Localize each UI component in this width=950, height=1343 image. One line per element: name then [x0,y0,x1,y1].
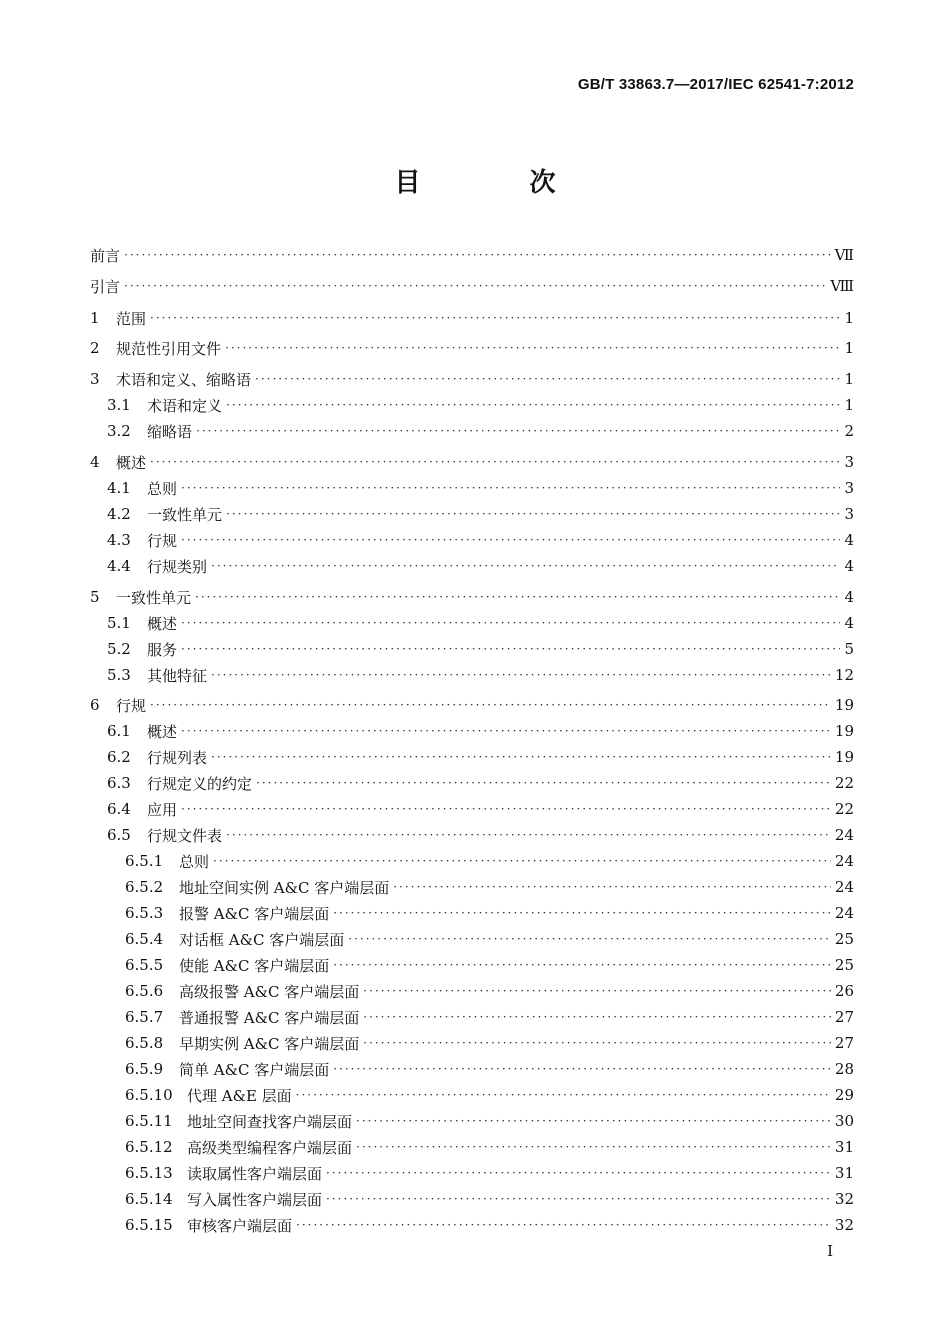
toc-entry-page: 19 [834,722,854,740]
toc-entry-page: 31 [834,1138,854,1156]
leader-dots [181,616,840,630]
toc-entry-text: 概述 [147,614,178,633]
toc-entry-text: 行规 [147,531,178,550]
toc-entry-number: 6.5.7 [125,1008,164,1026]
toc-entry-page: 22 [834,774,854,792]
toc-entry-page: 2 [844,422,854,440]
leader-dots [181,802,831,816]
toc-entry-page: 3 [844,505,854,523]
toc-entry-6-5-2[interactable] [125,875,854,899]
toc-entry-text: 行规列表 [147,748,208,767]
toc-entry-page: 3 [844,479,854,497]
toc-entry-6-5-5[interactable] [125,953,854,977]
toc-entry-6[interactable] [90,693,854,717]
toc-entry-page: 3 [844,453,854,471]
toc-entry-6-5-15[interactable] [125,1213,854,1237]
toc-entry-page: 30 [834,1112,854,1130]
leader-dots [181,724,831,738]
toc-entry-6-5-10[interactable] [125,1083,854,1107]
leader-dots [326,1192,831,1206]
leader-dots [226,828,831,842]
toc-entry-text: 地址空间查找客户端层面 [187,1112,353,1131]
leader-dots [326,1166,831,1180]
toc-entry-text: 地址空间实例 A&C 客户端层面 [179,878,390,897]
leader-dots [150,455,840,469]
toc-entry-page: 26 [834,982,854,1000]
toc-entry-text: 规范性引用文件 [116,339,222,358]
toc-entry-page: 24 [834,878,854,896]
toc-entry-text: 写入属性客户端层面 [187,1190,323,1209]
toc-entry-4-2[interactable] [107,502,854,526]
toc-entry-number: 6.5.1 [125,852,164,870]
toc-entry-text: 审核客户端层面 [187,1216,293,1235]
toc-entry-number: 6.5.14 [125,1190,173,1208]
leader-dots [255,372,840,386]
toc-entry-text: 一致性单元 [116,588,192,607]
toc-entry-5-3[interactable] [107,663,854,687]
toc-entry-text: 使能 A&C 客户端层面 [179,956,330,975]
toc-entry-6-5[interactable] [107,823,854,847]
toc-entry-number: 3.1 [107,396,131,414]
toc-entry-text: 报警 A&C 客户端层面 [179,904,330,923]
toc-entry-page: 4 [844,588,854,606]
toc-entry-page: 22 [834,800,854,818]
toc-entry-text: 高级类型编程客户端层面 [187,1138,353,1157]
toc-entry-page: 25 [834,930,854,948]
toc-entry-3-2[interactable] [107,419,854,443]
toc-entry-number: 4.1 [107,479,131,497]
toc-entry-page: 1 [844,339,854,357]
toc-entry-text: 前言 [90,246,121,265]
toc-entry-number: 6.5.15 [125,1216,173,1234]
page-folio: I [827,1242,833,1260]
toc-entry-number: 3.2 [107,422,131,440]
toc-entry-text: 术语和定义 [147,396,223,415]
toc-entry-introduction[interactable] [90,274,854,298]
toc-entry-text: 引言 [90,277,121,296]
toc-entry-text: 总则 [179,852,210,871]
toc-entry-text: 术语和定义、缩略语 [116,370,252,389]
leader-dots [195,590,840,604]
toc-entry-number: 6.1 [107,722,131,740]
toc-entry-page: 4 [844,557,854,575]
toc-entry-number: 5.1 [107,614,131,632]
toc-entry-6-5-13[interactable] [125,1161,854,1185]
leader-dots [196,424,840,438]
toc-entry-page: 29 [834,1086,854,1104]
leader-dots [296,1218,831,1232]
toc-entry-6-1[interactable] [107,719,854,743]
toc-entry-6-5-11[interactable] [125,1109,854,1133]
toc-entry-text: 早期实例 A&C 客户端层面 [179,1034,360,1053]
toc-entry-text: 总则 [147,479,178,498]
leader-dots [150,698,831,712]
leader-dots [124,248,831,262]
toc-entry-number: 6.5.3 [125,904,164,922]
standard-code: GB/T 33863.7—2017/IEC 62541-7:2012 [577,76,854,93]
leader-dots [181,533,840,547]
toc-entry-text: 行规定义的约定 [147,774,253,793]
toc-entry-3[interactable] [90,367,854,391]
leader-dots [211,668,831,682]
toc-entry-page: 24 [834,852,854,870]
toc-entry-6-5-7[interactable] [125,1005,854,1029]
leader-dots [213,854,831,868]
leader-dots [181,481,840,495]
toc-entry-page: 27 [834,1008,854,1026]
toc-entry-page: 4 [844,614,854,632]
toc-entry-5-2[interactable] [107,637,854,661]
toc-entry-6-5-4[interactable] [125,927,854,951]
toc-entry-page: 19 [834,748,854,766]
leader-dots [363,1010,831,1024]
leader-dots [226,507,840,521]
toc-entry-number: 6.2 [107,748,131,766]
toc-entry-number: 6.5 [107,826,131,844]
toc-entry-6-3[interactable] [107,771,854,795]
toc-entry-page: 28 [834,1060,854,1078]
toc-entry-text: 普通报警 A&C 客户端层面 [179,1008,360,1027]
leader-dots [393,880,831,894]
toc-entry-text: 行规文件表 [147,826,223,845]
toc-entry-4-4[interactable] [107,554,854,578]
toc-entry-6-5-14[interactable] [125,1187,854,1211]
toc-entry-number: 6.5.13 [125,1164,173,1182]
toc-entry-5-1[interactable] [107,611,854,635]
toc-entry-4-3[interactable] [107,528,854,552]
leader-dots [211,559,840,573]
toc-entry-text: 读取属性客户端层面 [187,1164,323,1183]
toc-entry-4[interactable] [90,450,854,474]
toc-entry-3-1[interactable] [107,393,854,417]
leader-dots [256,776,831,790]
leader-dots [363,984,831,998]
toc-entry-number: 6.3 [107,774,131,792]
toc-entry-page: 4 [844,531,854,549]
leader-dots [356,1114,831,1128]
leader-dots [296,1088,831,1102]
toc-entry-text: 简单 A&C 客户端层面 [179,1060,330,1079]
toc-entry-page: 19 [834,696,854,714]
toc-entry-number: 4.2 [107,505,131,523]
toc-entry-text: 范围 [116,309,147,328]
toc-entry-number: 6.4 [107,800,131,818]
toc-entry-page: 24 [834,904,854,922]
toc-entry-text: 缩略语 [147,422,193,441]
leader-dots [211,750,831,764]
toc-entry-preface[interactable] [90,243,854,267]
toc-entry-text: 高级报警 A&C 客户端层面 [179,982,360,1001]
toc-entry-number: 5 [90,588,100,606]
leader-dots [225,341,840,355]
toc-entry-text: 代理 A&E 层面 [187,1086,292,1105]
toc-entry-number: 1 [90,309,100,327]
leader-dots [348,932,831,946]
toc-entry-6-5-3[interactable] [125,901,854,925]
toc-entry-5[interactable] [90,585,854,609]
toc-entry-6-5-12[interactable] [125,1135,854,1159]
toc-entry-number: 5.3 [107,666,131,684]
toc-entry-page: 1 [844,309,854,327]
page-title: 目 次 [394,168,606,198]
toc-entry-number: 6.5.8 [125,1034,164,1052]
toc-entry-page: 1 [844,396,854,414]
leader-dots [333,1062,831,1076]
toc-entry-number: 6.5.10 [125,1086,173,1104]
leader-dots [363,1036,831,1050]
toc-entry-page: 24 [834,826,854,844]
toc-entry-number: 5.2 [107,640,131,658]
toc-entry-6-2[interactable] [107,745,854,769]
toc-entry-text: 一致性单元 [147,505,223,524]
toc-entry-number: 6.5.12 [125,1138,173,1156]
toc-entry-number: 3 [90,370,100,388]
leader-dots [124,279,826,293]
toc-entry-number: 4 [90,453,100,471]
toc-entry-number: 4.3 [107,531,131,549]
toc-entry-text: 应用 [147,800,178,819]
toc-entry-page: 32 [834,1190,854,1208]
leader-dots [150,311,840,325]
toc-entry-page: 31 [834,1164,854,1182]
toc-entry-page: Ⅷ [830,277,854,295]
toc-entry-text: 概述 [147,722,178,741]
toc-entry-number: 2 [90,339,100,357]
toc-entry-1[interactable] [90,306,854,330]
toc-entry-6-4[interactable] [107,797,854,821]
toc-entry-number: 6.5.2 [125,878,164,896]
toc-entry-number: 6.5.6 [125,982,164,1000]
toc-entry-text: 行规类别 [147,557,208,576]
leader-dots [356,1140,831,1154]
toc-entry-text: 对话框 A&C 客户端层面 [179,930,345,949]
toc-entry-page: 5 [844,640,854,658]
toc-entry-text: 概述 [116,453,147,472]
toc-entry-page: 25 [834,956,854,974]
toc-entry-2[interactable] [90,336,854,360]
toc-entry-page: 32 [834,1216,854,1234]
toc-entry-number: 6.5.9 [125,1060,164,1078]
leader-dots [181,642,840,656]
toc-entry-6-5-9[interactable] [125,1057,854,1081]
toc-entry-number: 6 [90,696,100,714]
toc-entry-page: 1 [844,370,854,388]
toc-entry-number: 6.5.11 [125,1112,173,1130]
toc-entry-number: 4.4 [107,557,131,575]
leader-dots [333,958,831,972]
toc-entry-text: 其他特征 [147,666,208,685]
toc-entry-text: 行规 [116,696,147,715]
toc-entry-number: 6.5.5 [125,956,164,974]
toc-entry-page: Ⅶ [834,246,854,264]
leader-dots [226,398,840,412]
toc-entry-number: 6.5.4 [125,930,164,948]
toc-entry-text: 服务 [147,640,178,659]
toc-entry-6-5-8[interactable] [125,1031,854,1055]
toc-entry-page: 12 [834,666,854,684]
toc-entry-4-1[interactable] [107,476,854,500]
toc-entry-page: 27 [834,1034,854,1052]
leader-dots [333,906,831,920]
toc-entry-6-5-6[interactable] [125,979,854,1003]
toc-entry-6-5-1[interactable] [125,849,854,873]
